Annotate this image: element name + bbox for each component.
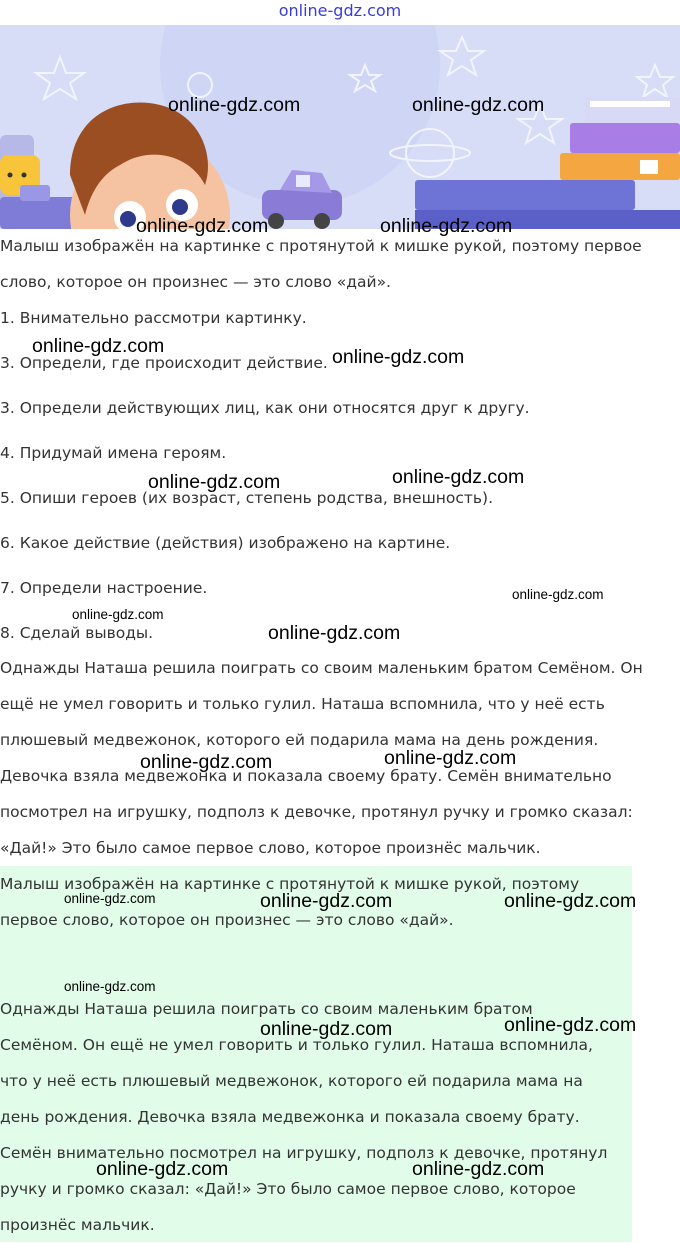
answer-story-line: день рождения. Девочка взяла медвежонка и показала своему брату.: [0, 1108, 580, 1126]
watermark: online-gdz.com: [168, 94, 301, 116]
story-line: «Дай!» Это было самое первое слово, которое произнёс мальчик.: [0, 839, 541, 857]
step-item: 5. Опиши героев (их возраст, степень родства, внешность).: [0, 489, 494, 507]
intro-line-1: Малыш изображён на картинке с протянутой к мишке рукой, поэтому первое: [0, 237, 642, 255]
watermark: online-gdz.com: [96, 1158, 229, 1180]
step-item: 3. Определи действующих лиц, как они относятся друг к другу.: [0, 399, 530, 417]
step-item: 8. Сделай выводы.: [0, 624, 154, 642]
watermark: online-gdz.com: [412, 94, 545, 116]
kids-illustration: [0, 25, 680, 229]
watermark: online-gdz.com: [392, 466, 525, 488]
watermark: online-gdz.com: [512, 587, 604, 602]
answer-story-line: Семён внимательно посмотрел на игрушку, подполз к девочке, протянул: [0, 1144, 608, 1162]
step-item: 7. Определи настроение.: [0, 579, 208, 597]
illustration-banner: [0, 25, 680, 229]
watermark: online-gdz.com: [140, 751, 273, 773]
watermark: online-gdz.com: [384, 747, 517, 769]
story-line: ещё не умел говорить и только гулил. Наташа вспомнила, что у неё есть: [0, 695, 605, 713]
site-link[interactable]: online-gdz.com: [278, 1, 402, 20]
answer-story-line: произнёс мальчик.: [0, 1216, 155, 1234]
watermark: online-gdz.com: [32, 335, 165, 357]
story-line: плюшевый медвежонок, которого ей подарила мама на день рождения.: [0, 731, 599, 749]
step-item: 1. Внимательно рассмотри картинку.: [0, 309, 307, 327]
watermark: online-gdz.com: [504, 890, 637, 912]
watermark: online-gdz.com: [268, 622, 401, 644]
story-line: посмотрел на игрушку, подполз к девочке, протянул ручку и громко сказал:: [0, 803, 633, 821]
answer-intro-line: Малыш изображён на картинке с протянутой к мишке рукой, поэтому: [0, 875, 580, 893]
answer-story-line: Семёном. Он ещё не умел говорить и только гулил. Наташа вспомнила,: [0, 1036, 593, 1054]
watermark: online-gdz.com: [64, 979, 156, 994]
story-paragraph: [0, 650, 676, 866]
story-line: Девочка взяла медвежонка и показала своему брату. Семён внимательно: [0, 767, 612, 785]
intro-line-2: слово, которое он произнес — это слово «дай».: [0, 273, 391, 291]
step-item: 4. Придумай имена героям.: [0, 444, 227, 462]
watermark: online-gdz.com: [72, 607, 164, 622]
watermark: online-gdz.com: [412, 1158, 545, 1180]
answer-story-line: Однажды Наташа решила поиграть со своим маленьким братом: [0, 1000, 533, 1018]
watermark: online-gdz.com: [148, 471, 281, 493]
watermark: online-gdz.com: [136, 215, 269, 237]
answer-story-line: ручку и громко сказал: «Дай!» Это было самое первое слово, которое: [0, 1180, 576, 1198]
step-item: 3. Определи, где происходит действие.: [0, 354, 328, 372]
watermark: online-gdz.com: [380, 215, 513, 237]
watermark: online-gdz.com: [332, 346, 465, 368]
answer-intro-line: первое слово, которое он произнес — это слово «дай».: [0, 911, 454, 929]
answer-story-line: что у неё есть плюшевый медвежонок, которого ей подарила мама на: [0, 1072, 583, 1090]
watermark: online-gdz.com: [260, 1018, 393, 1040]
watermark: online-gdz.com: [260, 890, 393, 912]
step-item: 6. Какое действие (действия) изображено на картине.: [0, 534, 451, 552]
watermark: online-gdz.com: [64, 891, 156, 906]
watermark: online-gdz.com: [504, 1014, 637, 1036]
story-line: Однажды Наташа решила поиграть со своим маленьким братом Семёном. Он: [0, 659, 643, 677]
